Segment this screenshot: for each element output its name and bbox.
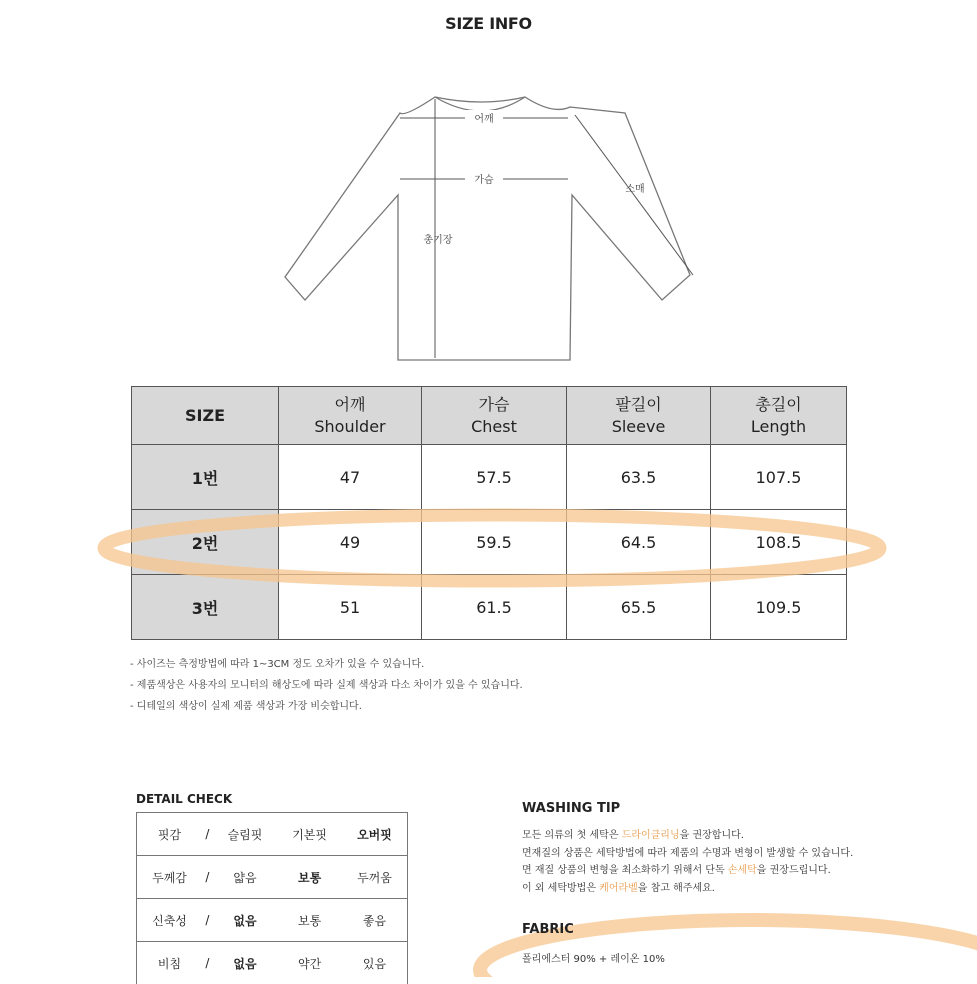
- detail-option: 기본핏: [277, 813, 342, 856]
- cell-chest: 57.5: [422, 445, 567, 510]
- fabric-title: FABRIC: [522, 922, 574, 937]
- header-size: SIZE: [132, 387, 279, 445]
- row-size-label: 1번: [132, 445, 279, 510]
- header-sleeve: 팔길이 Sleeve: [567, 387, 711, 445]
- cell-chest: 59.5: [422, 510, 567, 575]
- detail-check-title: DETAIL CHECK: [136, 792, 232, 806]
- detail-row: [137, 942, 408, 984]
- detail-label: 두께감: [137, 856, 203, 899]
- detail-option-selected: 없음: [213, 942, 278, 984]
- detail-option: 보통: [277, 899, 342, 942]
- cell-chest: 61.5: [422, 575, 567, 640]
- cell-sleeve: 65.5: [567, 575, 711, 640]
- detail-row: [137, 899, 408, 942]
- length-label: 총기장: [424, 233, 453, 246]
- detail-option-selected: 보통: [277, 856, 342, 899]
- washing-line: 면재질의 상품은 세탁방법에 따라 제품의 수명과 변형이 발생할 수 있습니다.: [522, 845, 853, 863]
- detail-label: 비침: [137, 942, 203, 984]
- washing-tip-title: WASHING TIP: [522, 801, 620, 816]
- header-length: 총길이 Length: [711, 387, 847, 445]
- shoulder-label: 어깨: [474, 112, 493, 125]
- cell-length: 108.5: [711, 510, 847, 575]
- washing-line: 면 재질 상품의 변형을 최소화하기 위해서 단독 손세탁을 권장드립니다.: [522, 862, 853, 880]
- cell-sleeve: 64.5: [567, 510, 711, 575]
- table-row: [132, 575, 847, 640]
- cell-sleeve: 63.5: [567, 445, 711, 510]
- cell-length: 109.5: [711, 575, 847, 640]
- fabric-text: 폴리에스터 90% + 레이온 10%: [522, 950, 665, 965]
- detail-option: 얇음: [213, 856, 278, 899]
- washing-line: 모든 의류의 첫 세탁은 드라이클리닝을 권장합니다.: [522, 827, 853, 845]
- detail-row: [137, 856, 408, 899]
- detail-option: 두꺼움: [342, 856, 408, 899]
- detail-separator: /: [202, 813, 213, 856]
- size-table: [131, 386, 847, 640]
- cell-shoulder: 49: [279, 510, 422, 575]
- sleeve-label: 소매: [625, 182, 644, 195]
- detail-label: 핏감: [137, 813, 203, 856]
- detail-check-table: [136, 812, 408, 984]
- page-title: SIZE INFO: [0, 14, 977, 33]
- garment-outline: [285, 97, 690, 360]
- header-chest: 가슴 Chest: [422, 387, 567, 445]
- detail-option: 약간: [277, 942, 342, 984]
- washing-line: 이 외 세탁방법은 케어라벨을 참고 해주세요.: [522, 880, 853, 898]
- cell-shoulder: 47: [279, 445, 422, 510]
- table-row: [132, 510, 847, 575]
- detail-row: [137, 813, 408, 856]
- detail-separator: /: [202, 856, 213, 899]
- cell-shoulder: 51: [279, 575, 422, 640]
- size-notes: [130, 654, 523, 717]
- detail-separator: /: [202, 899, 213, 942]
- note-item: - 디테일의 색상이 실제 제품 색상과 가장 비슷합니다.: [130, 696, 523, 717]
- detail-separator: /: [202, 942, 213, 984]
- detail-option: 좋음: [342, 899, 408, 942]
- row-size-label: 2번: [132, 510, 279, 575]
- fabric-highlight-ellipse: [450, 900, 977, 977]
- detail-label: 신축성: [137, 899, 203, 942]
- detail-option-selected: 없음: [213, 899, 278, 942]
- note-item: - 사이즈는 측정방법에 따라 1~3CM 정도 오차가 있을 수 있습니다.: [130, 654, 523, 675]
- cell-length: 107.5: [711, 445, 847, 510]
- garment-diagram: [270, 85, 710, 375]
- header-shoulder: 어깨 Shoulder: [279, 387, 422, 445]
- size-header-row: [132, 387, 847, 445]
- row-size-label: 3번: [132, 575, 279, 640]
- detail-option: 있음: [342, 942, 408, 984]
- note-item: - 제품색상은 사용자의 모니터의 해상도에 따라 실제 색상과 다소 차이가 있을 수 있습니다.: [130, 675, 523, 696]
- sleeve-measure-line: [575, 115, 693, 275]
- chest-label: 가슴: [474, 173, 494, 186]
- table-row: [132, 445, 847, 510]
- washing-tip-text: [522, 827, 853, 897]
- detail-option: 슬림핏: [213, 813, 278, 856]
- detail-option-selected: 오버핏: [342, 813, 408, 856]
